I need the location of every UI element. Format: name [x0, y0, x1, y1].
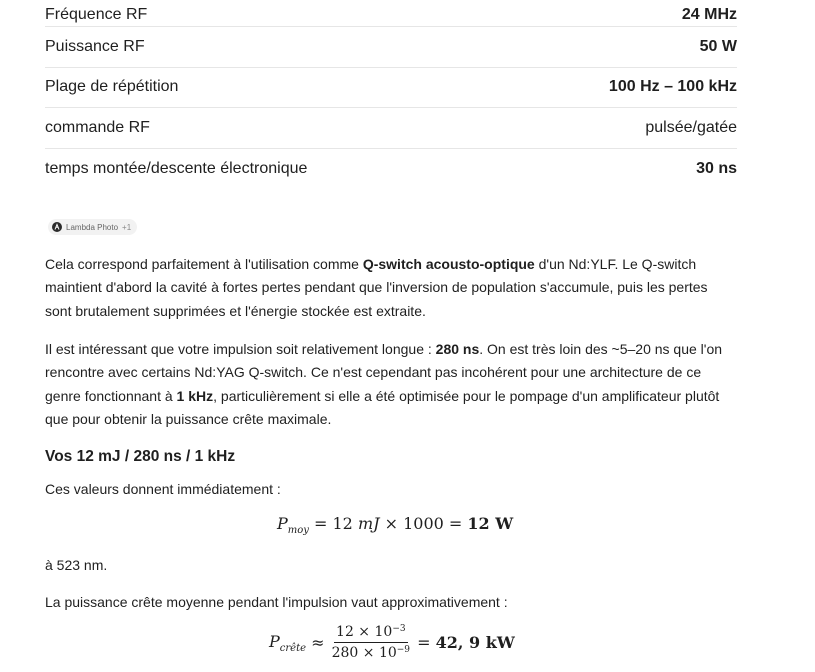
- section-heading: Vos 12 mJ / 280 ns / 1 kHz: [45, 448, 236, 465]
- spec-key: Puissance RF: [45, 37, 145, 55]
- math-unit: mJ: [357, 514, 380, 533]
- text: , particulièrement si elle a été optimisée pour le pompage d'un amplificateur plutôt que pour obtenir la puissance crête maximale.: [45, 387, 720, 428]
- source-citation-chip[interactable]: [48, 219, 137, 235]
- text: d'un Nd:YLF. Le Q-switch maintient d'abord la cavité à fortes pertes pendant que l'inversion de population s'accumule, puis les pertes sont brutalement supprimées et l'énergie stockée est extraite.: [45, 256, 708, 319]
- paragraph-pulse-duration: [45, 338, 735, 432]
- text: Cela correspond parfaitement à l'utilisation comme: [45, 256, 363, 272]
- spec-value: 30 ns: [696, 159, 737, 177]
- spec-key: Plage de répétition: [45, 78, 179, 96]
- bold-text: 280 ns: [435, 341, 480, 357]
- text: Il est intéressant que votre impulsion soit relativement longue :: [45, 341, 436, 357]
- math-text: = 12: [308, 514, 358, 533]
- spec-value: 24 MHz: [681, 6, 737, 23]
- exponent: −3: [392, 624, 406, 634]
- spec-row: [45, 27, 737, 68]
- bold-text: 1 kHz: [176, 387, 214, 404]
- math-subscript: crête: [279, 642, 307, 654]
- spec-key: temps montée/descente électronique: [45, 159, 308, 177]
- spec-row: [45, 108, 737, 149]
- math-subscript: moy: [287, 525, 309, 536]
- bold-text: Q-switch acousto-optique: [362, 256, 535, 272]
- math-text: =: [412, 633, 436, 652]
- math-symbol: P: [269, 631, 280, 651]
- paragraph-qswitch: [45, 253, 735, 323]
- spec-value: 50 W: [699, 37, 737, 55]
- specs-table: [45, 0, 737, 189]
- source-chip-label: Lambda Photo: [66, 222, 119, 232]
- fraction-denominator: 280 × 10: [331, 645, 397, 661]
- spec-row: [45, 68, 737, 109]
- math-text: ≈: [306, 633, 330, 652]
- spec-value: pulsée/gatée: [645, 118, 737, 136]
- equation-average-power: [277, 514, 513, 536]
- paragraph-peak-power: La puissance crête moyenne pendant l'impulsion vaut approximativement :: [45, 594, 508, 610]
- equation-peak-power: [269, 624, 515, 661]
- math-text: × 1000 =: [379, 514, 468, 533]
- math-result: 42, 9 kW: [435, 633, 515, 652]
- paragraph-intro: Ces valeurs donnent immédiatement :: [45, 481, 281, 497]
- spec-row: [45, 0, 737, 27]
- fraction-numerator: 12 × 10: [336, 624, 393, 640]
- math-fraction: [330, 624, 412, 661]
- exponent: −9: [396, 645, 411, 655]
- spec-key: Fréquence RF: [45, 6, 148, 23]
- spec-value: 100 Hz – 100 kHz: [608, 78, 737, 96]
- lambda-logo-icon: [52, 222, 62, 232]
- math-result: 12 W: [467, 514, 514, 533]
- text: . On est très loin des ~5–20 ns que l'on rencontre avec certains Nd:YAG Q-switch. Ce n'est cependant pas incohérent pour une architecture de ce genre fonctionnant à: [45, 341, 723, 404]
- paragraph-wavelength: à 523 nm.: [45, 557, 108, 573]
- math-symbol: P: [277, 514, 288, 533]
- source-chip-count: +1: [122, 222, 132, 232]
- spec-key: commande RF: [45, 118, 150, 136]
- spec-row: [45, 149, 737, 190]
